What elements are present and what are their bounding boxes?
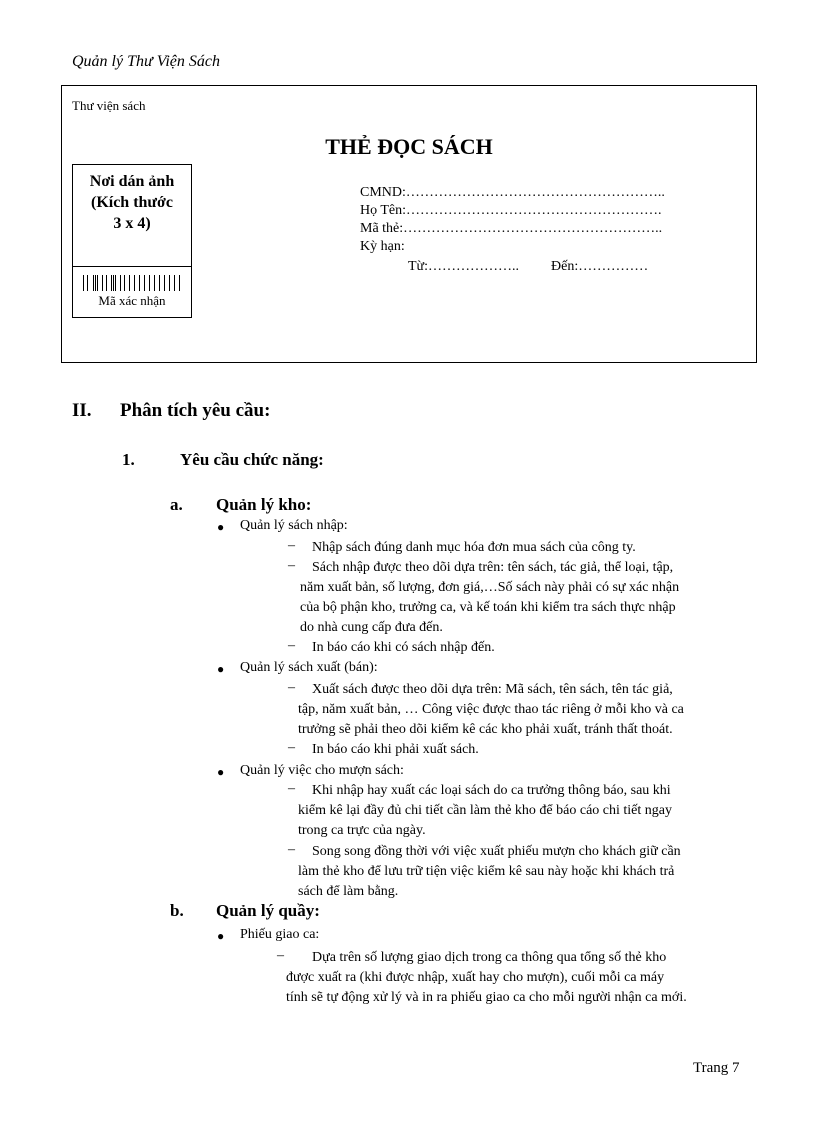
list-item: Phiếu giao ca: bbox=[240, 927, 320, 942]
paragraph-line: Dựa trên số lượng giao dịch trong ca thông qua tổng số thẻ kho bbox=[312, 950, 667, 965]
bullet-icon: ● bbox=[217, 929, 225, 943]
paragraph-line: trong ca trực của ngày. bbox=[298, 823, 426, 838]
barcode-icon bbox=[83, 275, 181, 291]
dash-icon: – bbox=[288, 781, 295, 796]
paragraph-line: Xuất sách được theo dõi dựa trên: Mã sách, tên sách, tên tác giả, bbox=[312, 682, 673, 697]
section-number: II. bbox=[72, 400, 92, 421]
photo-line-2: (Kích thước bbox=[90, 194, 173, 211]
bullet-icon: ● bbox=[217, 520, 225, 534]
dash-icon: – bbox=[288, 558, 295, 573]
card-library-label: Thư viện sách bbox=[72, 98, 146, 113]
paragraph-line: được xuất ra (khi được nhập, xuất hay cho mượn), cuối mỗi ca máy bbox=[286, 970, 665, 985]
paragraph-line: Song song đồng thời với việc xuất phiếu mượn cho khách giữ cần bbox=[312, 844, 681, 859]
dash-icon: – bbox=[288, 538, 295, 553]
photo-box bbox=[72, 164, 192, 318]
paragraph-line: kiểm kê lại đầy đủ chi tiết cần làm thẻ kho để báo cáo chi tiết ngay bbox=[298, 803, 672, 818]
paragraph-line: tập, năm xuất bản, … Công việc được thao tác riêng ở mỗi kho và ca bbox=[298, 702, 684, 717]
barcode-area bbox=[73, 266, 191, 318]
paragraph-line: sách để làm bằng. bbox=[298, 884, 399, 899]
paragraph-line: Sách nhập được theo dõi dựa trên: tên sách, tác giả, thể loại, tập, bbox=[312, 560, 674, 575]
dash-icon: – bbox=[288, 740, 295, 755]
bullet-icon: ● bbox=[217, 662, 225, 676]
paragraph-line: làm thẻ kho để lưu trữ tiện việc kiểm kê sau này hoặc khi khách trả bbox=[298, 864, 675, 879]
subsection-a-letter: a. bbox=[170, 495, 183, 514]
list-item: Quản lý sách xuất (bán): bbox=[240, 660, 378, 675]
dash-icon: – bbox=[288, 842, 295, 857]
library-card bbox=[61, 85, 757, 363]
subsection-b-title: Quản lý quầy: bbox=[216, 901, 320, 920]
subsection-a-title: Quản lý kho: bbox=[216, 495, 312, 514]
field-ho-ten: Họ Tên:………………………………………………. bbox=[360, 203, 662, 218]
barcode-label: Mã xác nhận bbox=[98, 293, 166, 308]
field-den: Đến:…………… bbox=[551, 259, 649, 274]
paragraph-line: tính sẽ tự động xử lý và in ra phiếu giao ca cho mỗi người nhận ca mới. bbox=[286, 990, 687, 1005]
field-tu: Từ:……………….. bbox=[408, 259, 520, 274]
paragraph-line: năm xuất bản, số lượng, đơn giá,…Số sách này phải có sự xác nhận bbox=[300, 580, 680, 595]
paragraph-line: của bộ phận kho, trưởng ca, và kế toán khi kiểm tra sách thực nhập bbox=[300, 600, 676, 615]
list-item: Quản lý sách nhập: bbox=[240, 518, 348, 533]
paragraph-line: Khi nhập hay xuất các loại sách do ca trưởng thông báo, sau khi bbox=[312, 783, 671, 798]
dash-icon: – bbox=[288, 680, 295, 695]
field-ma-the: Mã thẻ:……………………………………………….. bbox=[360, 221, 663, 236]
photo-placeholder-text bbox=[73, 171, 191, 234]
subsection-1-title: Yêu cầu chức năng: bbox=[180, 450, 324, 469]
page-number: Trang 7 bbox=[693, 1060, 740, 1076]
list-item: Nhập sách đúng danh mục hóa đơn mua sách của công ty. bbox=[312, 540, 636, 555]
list-item: In báo cáo khi có sách nhập đến. bbox=[312, 640, 495, 655]
dash-icon: – bbox=[277, 948, 284, 963]
subsection-1-number: 1. bbox=[122, 450, 135, 469]
field-ky-han: Kỳ hạn: bbox=[360, 239, 405, 254]
subsection-b-letter: b. bbox=[170, 901, 184, 920]
list-item: Quản lý việc cho mượn sách: bbox=[240, 763, 404, 778]
paragraph-line: do nhà cung cấp đưa đến. bbox=[300, 620, 443, 635]
photo-line-1: Nơi dán ảnh bbox=[89, 173, 175, 190]
bullet-icon: ● bbox=[217, 765, 225, 779]
photo-line-3: 3 x 4) bbox=[113, 215, 151, 232]
dash-icon: – bbox=[288, 638, 295, 653]
paragraph-line: trưởng sẽ phải theo dõi kiểm kê các kho phải xuất, tránh thất thoát. bbox=[298, 722, 673, 737]
section-title: Phân tích yêu cầu: bbox=[120, 400, 271, 421]
document-header: Quản lý Thư Viện Sách bbox=[72, 53, 220, 70]
card-title: THẺ ĐỌC SÁCH bbox=[325, 134, 493, 159]
list-item: In báo cáo khi phải xuất sách. bbox=[312, 742, 479, 757]
field-cmnd: CMND:……………………………………………….. bbox=[360, 185, 665, 200]
